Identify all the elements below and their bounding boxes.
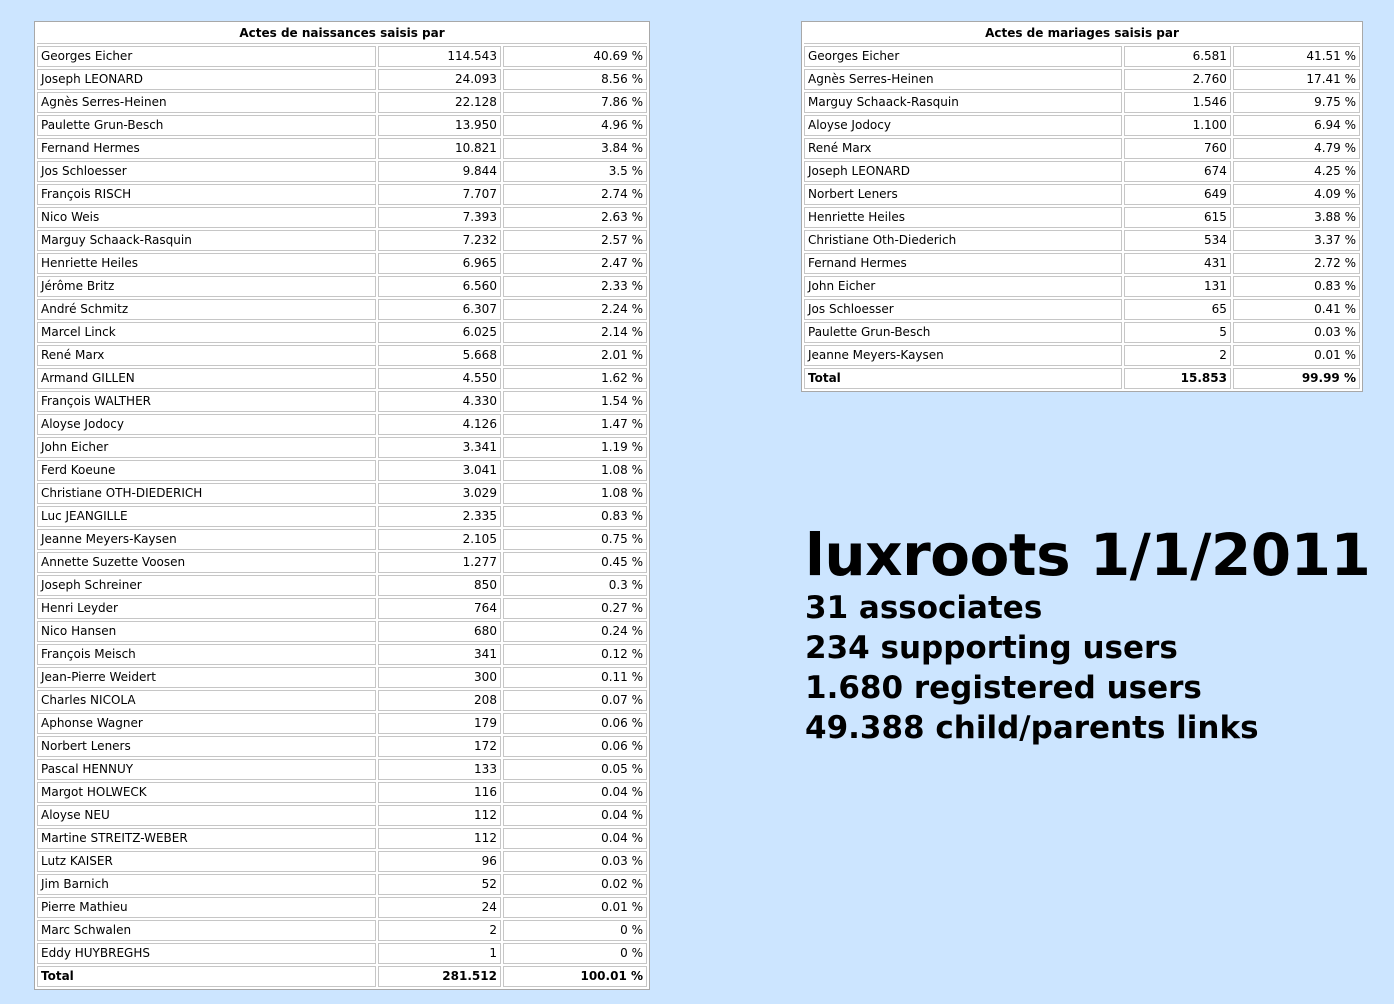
births-name-cell: Annette Suzette Voosen: [37, 552, 376, 573]
marriages-name-cell: Agnès Serres-Heinen: [804, 69, 1122, 90]
births-percent-cell: 2.63 %: [503, 207, 647, 228]
births-name-cell: Martine STREITZ-WEBER: [37, 828, 376, 849]
table-row: [37, 621, 647, 642]
marriages-total-name-cell: Total: [804, 368, 1122, 389]
births-percent-cell: 2.33 %: [503, 276, 647, 297]
births-name-cell: Marcel Linck: [37, 322, 376, 343]
table-row: [37, 391, 647, 412]
births-count-cell: 4.550: [378, 368, 501, 389]
table-row: [804, 138, 1360, 159]
births-name-cell: Henriette Heiles: [37, 253, 376, 274]
births-count-cell: 7.393: [378, 207, 501, 228]
births-percent-cell: 2.01 %: [503, 345, 647, 366]
marriages-count-cell: 2: [1124, 345, 1231, 366]
births-name-cell: Jérôme Britz: [37, 276, 376, 297]
births-name-cell: François Meisch: [37, 644, 376, 665]
table-row: [37, 851, 647, 872]
births-count-cell: 10.821: [378, 138, 501, 159]
births-count-cell: 1: [378, 943, 501, 964]
births-percent-cell: 0.45 %: [503, 552, 647, 573]
marriages-percent-cell: 41.51 %: [1233, 46, 1360, 67]
marriages-percent-cell: 9.75 %: [1233, 92, 1360, 113]
table-row: [804, 161, 1360, 182]
table-row: [37, 69, 647, 90]
table-row: [37, 667, 647, 688]
marriages-name-cell: Aloyse Jodocy: [804, 115, 1122, 136]
births-percent-cell: 0.01 %: [503, 897, 647, 918]
table-row: [37, 575, 647, 596]
births-percent-cell: 7.86 %: [503, 92, 647, 113]
births-name-cell: Pascal HENNUY: [37, 759, 376, 780]
births-percent-cell: 2.74 %: [503, 184, 647, 205]
births-percent-cell: 0.11 %: [503, 667, 647, 688]
births-count-cell: 5.668: [378, 345, 501, 366]
births-count-cell: 1.277: [378, 552, 501, 573]
table-row: [37, 92, 647, 113]
table-row: [37, 184, 647, 205]
births-count-cell: 4.126: [378, 414, 501, 435]
births-table: [35, 22, 649, 989]
marriages-count-cell: 534: [1124, 230, 1231, 251]
births-count-cell: 114.543: [378, 46, 501, 67]
births-percent-cell: 3.84 %: [503, 138, 647, 159]
births-count-cell: 112: [378, 828, 501, 849]
marriages-name-cell: Fernand Hermes: [804, 253, 1122, 274]
table-row: [37, 46, 647, 67]
table-row: [37, 736, 647, 757]
table-row: [804, 345, 1360, 366]
table-row: [804, 253, 1360, 274]
table-row: [37, 943, 647, 964]
marriages-percent-cell: 0.03 %: [1233, 322, 1360, 343]
marriages-table-panel: [801, 21, 1363, 392]
marriages-percent-cell: 0.83 %: [1233, 276, 1360, 297]
births-count-cell: 2.335: [378, 506, 501, 527]
marriages-name-cell: Jos Schloesser: [804, 299, 1122, 320]
marriages-percent-cell: 4.25 %: [1233, 161, 1360, 182]
births-name-cell: Aphonse Wagner: [37, 713, 376, 734]
births-count-cell: 9.844: [378, 161, 501, 182]
births-table-title: Actes de naissances saisis par: [37, 24, 647, 44]
table-row: [804, 46, 1360, 67]
births-table-header-row: [37, 24, 647, 44]
table-row: [804, 115, 1360, 136]
births-name-cell: Christiane OTH-DIEDERICH: [37, 483, 376, 504]
births-name-cell: Jim Barnich: [37, 874, 376, 895]
marriages-percent-cell: 17.41 %: [1233, 69, 1360, 90]
births-count-cell: 116: [378, 782, 501, 803]
table-row: [37, 345, 647, 366]
births-percent-cell: 2.57 %: [503, 230, 647, 251]
table-row: [37, 897, 647, 918]
births-percent-cell: 1.19 %: [503, 437, 647, 458]
table-row: [37, 529, 647, 550]
marriages-percent-cell: 0.01 %: [1233, 345, 1360, 366]
births-table-panel: [34, 21, 650, 990]
table-row: [37, 368, 647, 389]
marriages-total-percent-cell: 99.99 %: [1233, 368, 1360, 389]
marriages-table-body: [804, 46, 1360, 389]
births-count-cell: 850: [378, 575, 501, 596]
births-count-cell: 3.041: [378, 460, 501, 481]
births-table-body: [37, 46, 647, 987]
births-name-cell: René Marx: [37, 345, 376, 366]
births-name-cell: John Eicher: [37, 437, 376, 458]
table-row: [804, 299, 1360, 320]
births-percent-cell: 8.56 %: [503, 69, 647, 90]
births-name-cell: Lutz KAISER: [37, 851, 376, 872]
marriages-count-cell: 615: [1124, 207, 1231, 228]
births-percent-cell: 0.24 %: [503, 621, 647, 642]
births-total-name-cell: Total: [37, 966, 376, 987]
summary-headline: luxroots 1/1/2011: [805, 521, 1371, 589]
table-row: [37, 138, 647, 159]
births-count-cell: 179: [378, 713, 501, 734]
births-total-percent-cell: 100.01 %: [503, 966, 647, 987]
table-row: [804, 69, 1360, 90]
births-name-cell: André Schmitz: [37, 299, 376, 320]
births-name-cell: François RISCH: [37, 184, 376, 205]
table-row: [37, 598, 647, 619]
births-count-cell: 24.093: [378, 69, 501, 90]
summary-supporting-users: 234 supporting users: [805, 630, 1178, 666]
births-count-cell: 7.707: [378, 184, 501, 205]
births-percent-cell: 0.3 %: [503, 575, 647, 596]
marriages-total-count-cell: 15.853: [1124, 368, 1231, 389]
table-row: [804, 184, 1360, 205]
marriages-name-cell: John Eicher: [804, 276, 1122, 297]
births-percent-cell: 2.47 %: [503, 253, 647, 274]
births-name-cell: Aloyse NEU: [37, 805, 376, 826]
table-row: [37, 414, 647, 435]
marriages-table-title: Actes de mariages saisis par: [804, 24, 1360, 44]
births-percent-cell: 40.69 %: [503, 46, 647, 67]
births-count-cell: 6.307: [378, 299, 501, 320]
births-count-cell: 52: [378, 874, 501, 895]
table-row: [804, 230, 1360, 251]
births-count-cell: 172: [378, 736, 501, 757]
births-percent-cell: 0.27 %: [503, 598, 647, 619]
marriages-name-cell: Jeanne Meyers-Kaysen: [804, 345, 1122, 366]
births-count-cell: 3.341: [378, 437, 501, 458]
births-percent-cell: 2.24 %: [503, 299, 647, 320]
births-percent-cell: 1.08 %: [503, 483, 647, 504]
table-row: [37, 828, 647, 849]
marriages-percent-cell: 0.41 %: [1233, 299, 1360, 320]
births-percent-cell: 0.75 %: [503, 529, 647, 550]
births-name-cell: Eddy HUYBREGHS: [37, 943, 376, 964]
marriages-count-cell: 131: [1124, 276, 1231, 297]
table-row: [804, 207, 1360, 228]
marriages-percent-cell: 4.79 %: [1233, 138, 1360, 159]
table-row: [37, 483, 647, 504]
births-count-cell: 764: [378, 598, 501, 619]
marriages-percent-cell: 2.72 %: [1233, 253, 1360, 274]
births-percent-cell: 4.96 %: [503, 115, 647, 136]
births-percent-cell: 0.06 %: [503, 713, 647, 734]
marriages-name-cell: Henriette Heiles: [804, 207, 1122, 228]
births-name-cell: Pierre Mathieu: [37, 897, 376, 918]
marriages-count-cell: 649: [1124, 184, 1231, 205]
table-row: [37, 460, 647, 481]
births-count-cell: 3.029: [378, 483, 501, 504]
summary-registered-users: 1.680 registered users: [805, 670, 1202, 706]
table-row: [37, 506, 647, 527]
births-percent-cell: 3.5 %: [503, 161, 647, 182]
births-name-cell: Armand GILLEN: [37, 368, 376, 389]
births-count-cell: 680: [378, 621, 501, 642]
births-total-row: [37, 966, 647, 987]
marriages-name-cell: Georges Eicher: [804, 46, 1122, 67]
births-count-cell: 6.965: [378, 253, 501, 274]
table-row: [37, 299, 647, 320]
births-percent-cell: 0.12 %: [503, 644, 647, 665]
marriages-total-row: [804, 368, 1360, 389]
births-name-cell: Aloyse Jodocy: [37, 414, 376, 435]
births-name-cell: Ferd Koeune: [37, 460, 376, 481]
births-percent-cell: 0.04 %: [503, 805, 647, 826]
births-name-cell: Luc JEANGILLE: [37, 506, 376, 527]
marriages-name-cell: Paulette Grun-Besch: [804, 322, 1122, 343]
births-count-cell: 13.950: [378, 115, 501, 136]
table-row: [37, 322, 647, 343]
marriages-count-cell: 1.546: [1124, 92, 1231, 113]
marriages-name-cell: Joseph LEONARD: [804, 161, 1122, 182]
births-percent-cell: 0.03 %: [503, 851, 647, 872]
summary-child-parent-links: 49.388 child/parents links: [805, 710, 1259, 746]
table-row: [804, 322, 1360, 343]
births-name-cell: Fernand Hermes: [37, 138, 376, 159]
marriages-count-cell: 674: [1124, 161, 1231, 182]
table-row: [37, 161, 647, 182]
table-row: [37, 644, 647, 665]
births-count-cell: 208: [378, 690, 501, 711]
table-row: [37, 207, 647, 228]
marriages-table: [802, 22, 1362, 391]
table-row: [37, 115, 647, 136]
births-name-cell: Marguy Schaack-Rasquin: [37, 230, 376, 251]
table-row: [37, 805, 647, 826]
marriages-name-cell: Marguy Schaack-Rasquin: [804, 92, 1122, 113]
births-percent-cell: 0.07 %: [503, 690, 647, 711]
births-name-cell: Jos Schloesser: [37, 161, 376, 182]
births-count-cell: 24: [378, 897, 501, 918]
births-count-cell: 300: [378, 667, 501, 688]
births-count-cell: 133: [378, 759, 501, 780]
births-name-cell: Georges Eicher: [37, 46, 376, 67]
table-row: [37, 713, 647, 734]
births-percent-cell: 1.62 %: [503, 368, 647, 389]
births-percent-cell: 1.47 %: [503, 414, 647, 435]
births-name-cell: Nico Hansen: [37, 621, 376, 642]
births-count-cell: 6.025: [378, 322, 501, 343]
births-total-count-cell: 281.512: [378, 966, 501, 987]
table-row: [37, 437, 647, 458]
table-row: [37, 276, 647, 297]
births-name-cell: Norbert Leners: [37, 736, 376, 757]
births-count-cell: 2.105: [378, 529, 501, 550]
births-count-cell: 96: [378, 851, 501, 872]
marriages-name-cell: Christiane Oth-Diederich: [804, 230, 1122, 251]
marriages-count-cell: 5: [1124, 322, 1231, 343]
births-percent-cell: 0.04 %: [503, 782, 647, 803]
births-percent-cell: 0.02 %: [503, 874, 647, 895]
births-count-cell: 2: [378, 920, 501, 941]
births-percent-cell: 2.14 %: [503, 322, 647, 343]
births-percent-cell: 0.83 %: [503, 506, 647, 527]
marriages-count-cell: 6.581: [1124, 46, 1231, 67]
births-name-cell: Margot HOLWECK: [37, 782, 376, 803]
marriages-count-cell: 2.760: [1124, 69, 1231, 90]
births-count-cell: 22.128: [378, 92, 501, 113]
births-name-cell: Joseph LEONARD: [37, 69, 376, 90]
births-percent-cell: 0 %: [503, 920, 647, 941]
births-percent-cell: 0.04 %: [503, 828, 647, 849]
table-row: [37, 230, 647, 251]
births-percent-cell: 1.54 %: [503, 391, 647, 412]
births-count-cell: 4.330: [378, 391, 501, 412]
births-name-cell: Jean-Pierre Weidert: [37, 667, 376, 688]
summary-block: [805, 522, 1370, 748]
table-row: [804, 92, 1360, 113]
marriages-percent-cell: 3.88 %: [1233, 207, 1360, 228]
marriages-percent-cell: 6.94 %: [1233, 115, 1360, 136]
marriages-name-cell: René Marx: [804, 138, 1122, 159]
table-row: [37, 874, 647, 895]
births-percent-cell: 1.08 %: [503, 460, 647, 481]
births-count-cell: 6.560: [378, 276, 501, 297]
births-name-cell: Marc Schwalen: [37, 920, 376, 941]
births-count-cell: 7.232: [378, 230, 501, 251]
births-name-cell: Nico Weis: [37, 207, 376, 228]
births-count-cell: 341: [378, 644, 501, 665]
marriages-percent-cell: 3.37 %: [1233, 230, 1360, 251]
table-row: [37, 920, 647, 941]
summary-associates: 31 associates: [805, 590, 1043, 626]
marriages-count-cell: 431: [1124, 253, 1231, 274]
births-name-cell: Henri Leyder: [37, 598, 376, 619]
births-name-cell: Jeanne Meyers-Kaysen: [37, 529, 376, 550]
marriages-table-header-row: [804, 24, 1360, 44]
table-row: [37, 552, 647, 573]
births-name-cell: Agnès Serres-Heinen: [37, 92, 376, 113]
births-name-cell: Paulette Grun-Besch: [37, 115, 376, 136]
births-percent-cell: 0.06 %: [503, 736, 647, 757]
marriages-count-cell: 1.100: [1124, 115, 1231, 136]
table-row: [37, 253, 647, 274]
marriages-name-cell: Norbert Leners: [804, 184, 1122, 205]
births-percent-cell: 0 %: [503, 943, 647, 964]
marriages-percent-cell: 4.09 %: [1233, 184, 1360, 205]
table-row: [37, 690, 647, 711]
table-row: [804, 276, 1360, 297]
births-count-cell: 112: [378, 805, 501, 826]
births-name-cell: François WALTHER: [37, 391, 376, 412]
births-name-cell: Joseph Schreiner: [37, 575, 376, 596]
table-row: [37, 782, 647, 803]
marriages-count-cell: 760: [1124, 138, 1231, 159]
marriages-count-cell: 65: [1124, 299, 1231, 320]
table-row: [37, 759, 647, 780]
births-name-cell: Charles NICOLA: [37, 690, 376, 711]
births-percent-cell: 0.05 %: [503, 759, 647, 780]
